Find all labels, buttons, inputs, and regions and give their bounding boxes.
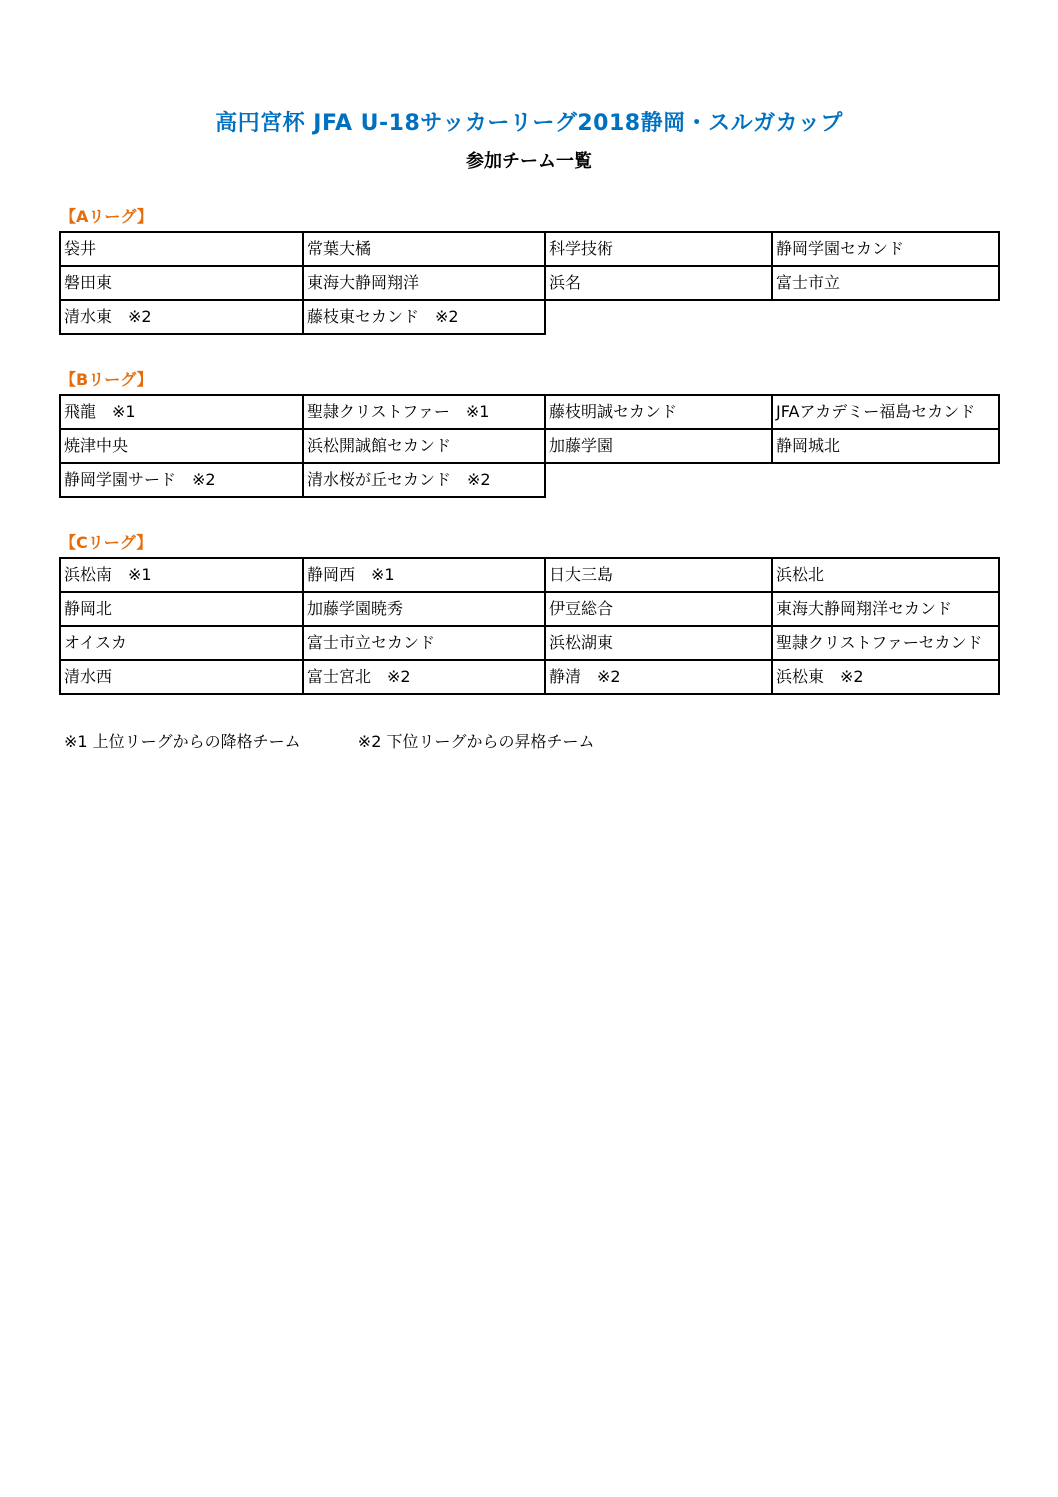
table-row — [60, 626, 999, 660]
team-cell: 袋井 — [60, 232, 303, 266]
team-cell: 清水西 — [60, 660, 303, 694]
empty-cell — [545, 300, 772, 334]
team-cell: 静清 ※2 — [545, 660, 772, 694]
team-cell: 浜名 — [545, 266, 772, 300]
team-cell: 浜松東 ※2 — [772, 660, 999, 694]
team-cell: 焼津中央 — [60, 429, 303, 463]
team-cell: 浜松開誠館セカンド — [303, 429, 545, 463]
league-a-heading: 【Aリーグ】 — [60, 207, 153, 226]
footnote-promoted: ※2 下位リーグからの昇格チーム — [357, 732, 595, 751]
table-row — [60, 429, 999, 463]
team-cell: 富士宮北 ※2 — [303, 660, 545, 694]
page-title: 高円宮杯 JFA U-18サッカーリーグ2018静岡・スルガカップ — [215, 111, 843, 136]
team-cell: 浜松湖東 — [545, 626, 772, 660]
team-cell: 日大三島 — [545, 558, 772, 592]
team-cell: 浜松北 — [772, 558, 999, 592]
team-cell: 静岡北 — [60, 592, 303, 626]
table-row — [60, 232, 999, 266]
table-row — [60, 395, 999, 429]
table-row — [60, 592, 999, 626]
empty-cell — [772, 300, 999, 334]
team-cell: 浜松南 ※1 — [60, 558, 303, 592]
team-cell: 磐田東 — [60, 266, 303, 300]
table-row — [60, 266, 999, 300]
table-row — [60, 558, 999, 592]
footnotes — [64, 729, 594, 752]
team-cell: 聖隷クリストファー ※1 — [303, 395, 545, 429]
page-subtitle: 参加チーム一覧 — [466, 151, 592, 172]
league-c-table — [59, 557, 1000, 695]
team-cell: 富士市立 — [772, 266, 999, 300]
empty-cell — [545, 463, 772, 497]
team-cell: 聖隷クリストファーセカンド — [772, 626, 999, 660]
team-cell: 飛龍 ※1 — [60, 395, 303, 429]
league-b-table — [59, 394, 1000, 498]
footnote-relegated: ※1 上位リーグからの降格チーム — [64, 732, 301, 751]
empty-cell — [772, 463, 999, 497]
table-row — [60, 660, 999, 694]
team-cell: 東海大静岡翔洋 — [303, 266, 545, 300]
team-cell: 加藤学園 — [545, 429, 772, 463]
team-cell: 静岡西 ※1 — [303, 558, 545, 592]
team-cell: 清水桜が丘セカンド ※2 — [303, 463, 545, 497]
team-cell: 富士市立セカンド — [303, 626, 545, 660]
team-cell: 伊豆総合 — [545, 592, 772, 626]
team-cell: 藤枝東セカンド ※2 — [303, 300, 545, 334]
team-cell: 常葉大橘 — [303, 232, 545, 266]
team-cell: オイスカ — [60, 626, 303, 660]
team-cell: JFAアカデミー福島セカンド — [772, 395, 999, 429]
league-c-heading: 【Cリーグ】 — [60, 533, 153, 552]
team-cell: 東海大静岡翔洋セカンド — [772, 592, 999, 626]
team-cell: 加藤学園暁秀 — [303, 592, 545, 626]
table-row — [60, 300, 999, 334]
team-cell: 静岡学園セカンド — [772, 232, 999, 266]
league-a-table — [59, 231, 1000, 335]
league-b-heading: 【Bリーグ】 — [60, 370, 153, 389]
team-cell: 静岡学園サード ※2 — [60, 463, 303, 497]
table-row — [60, 463, 999, 497]
team-cell: 清水東 ※2 — [60, 300, 303, 334]
team-cell: 藤枝明誠セカンド — [545, 395, 772, 429]
team-cell: 科学技術 — [545, 232, 772, 266]
team-cell: 静岡城北 — [772, 429, 999, 463]
